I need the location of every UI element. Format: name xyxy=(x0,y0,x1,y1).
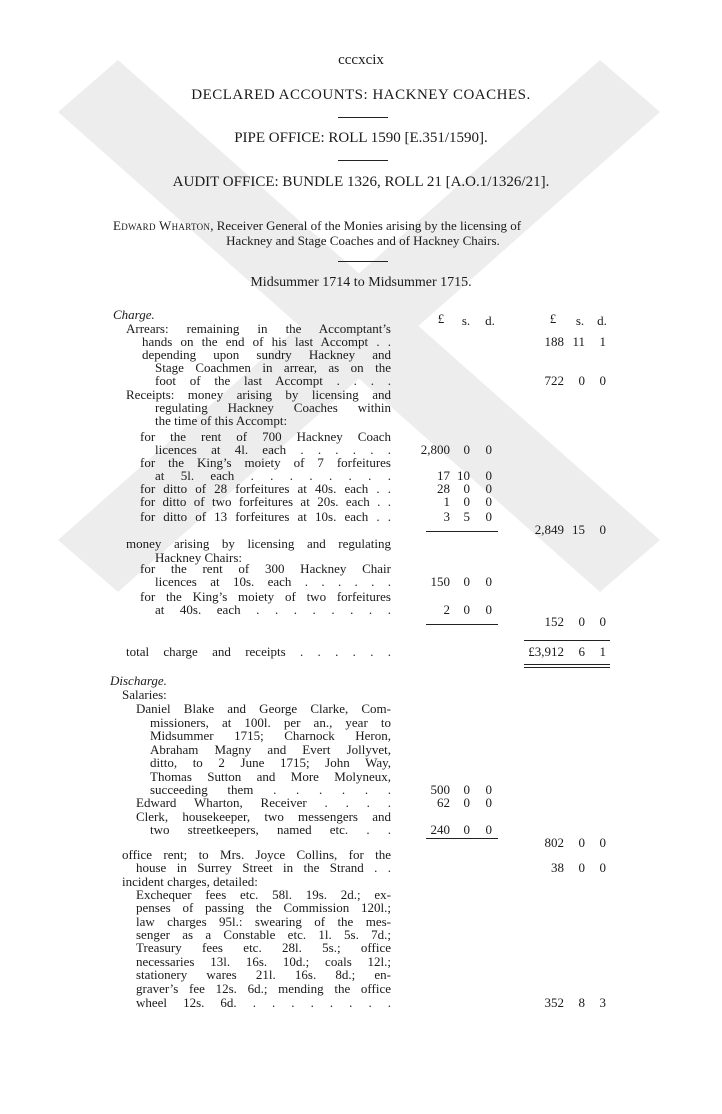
discharge-inner-amount-shillings: 0 xyxy=(463,782,470,797)
charge-line: for ditto of 28 forfeitures at 40s. each . . xyxy=(140,481,391,496)
discharge-inner-amount-shillings: 0 xyxy=(463,795,470,810)
header-pence-inner: d. xyxy=(485,313,495,328)
charge-line: Stage Coachmen in arrear, as on the xyxy=(155,360,391,375)
charge-line: at 40s. each . . . . . . . . xyxy=(155,602,391,617)
header-shilling-inner: s. xyxy=(461,313,471,328)
discharge-inner-amount-pence: 0 xyxy=(485,782,492,797)
charge-line: Hackney Chairs: xyxy=(155,550,243,565)
charge-inner-amount-pounds: 2 xyxy=(443,602,450,617)
intro-rule xyxy=(338,261,388,262)
charge-line: Arrears: remaining in the Accomptant’s xyxy=(126,321,391,336)
charge-line: money arising by licensing and regulating xyxy=(126,536,391,551)
charge-inner-amount-pence: 0 xyxy=(485,468,492,483)
charge-inner-amount-pence: 0 xyxy=(485,442,492,457)
charge-inner-amount-shillings: 0 xyxy=(463,442,470,457)
charge-outer-amount-shillings: 15 xyxy=(572,522,585,537)
discharge-line: two streetkeepers, named etc. . . xyxy=(150,822,391,837)
total-rule-under-1 xyxy=(524,664,610,665)
total-label: total charge and receipts . . . . . . xyxy=(126,644,391,659)
charge-line: for ditto of 13 forfeitures at 10s. each . . xyxy=(140,509,391,524)
charge-inner-amount-pounds: 17 xyxy=(437,468,450,483)
discharge-line: graver’s fee 12s. 6d.; mending the office xyxy=(136,981,391,996)
charge-line: Receipts: money arising by licensing and xyxy=(126,387,391,402)
discharge-line: office rent; to Mrs. Joyce Collins, for the xyxy=(122,847,391,862)
discharge-line: law charges 95l.: swearing of the mes- xyxy=(136,914,391,929)
total-rule-under-2 xyxy=(524,667,610,668)
charge-line: for the King’s moiety of 7 forfeitures xyxy=(140,455,391,470)
discharge-inner-amount-pence: 0 xyxy=(485,822,492,837)
charge-inner-amount-pounds: 28 xyxy=(437,481,450,496)
charge-inner-amount-pence: 0 xyxy=(485,509,492,524)
charge-line: hands on the end of his last Accompt . . xyxy=(142,334,391,349)
charge-line: licences at 10s. each . . . . . . xyxy=(155,574,391,589)
discharge-line: house in Surrey Street in the Strand . . xyxy=(136,860,391,875)
charge-label: Charge. xyxy=(113,307,155,322)
charge-inner-amount-shillings: 5 xyxy=(463,509,470,524)
grand-total-pence: 1 xyxy=(599,644,606,659)
discharge-line: Clerk, housekeeper, two messengers and xyxy=(136,809,391,824)
discharge-line: stationery wares 21l. 16s. 8d.; en- xyxy=(136,967,391,982)
discharge-inner-amount-pounds: 62 xyxy=(437,795,450,810)
discharge-line: senger as a Constable etc. 1l. 5s. 7d.; xyxy=(136,927,391,942)
audit-office-reference: AUDIT OFFICE: BUNDLE 1326, ROLL 21 [A.O.1/1326/21]. xyxy=(172,174,550,190)
subtotal-rule-salaries xyxy=(426,838,498,839)
page-number: cccxcix xyxy=(338,52,384,68)
charge-outer-amount-pounds: 152 xyxy=(544,614,564,629)
charge-outer-amount-pounds: 722 xyxy=(544,373,564,388)
charge-outer-amount-pounds: 2,849 xyxy=(534,522,564,537)
discharge-line: Edward Wharton, Receiver . . . . xyxy=(136,795,391,810)
reference-rule xyxy=(338,160,388,161)
charge-inner-amount-pounds: 3 xyxy=(443,509,450,524)
charge-line: at 5l. each . . . . . . . . xyxy=(155,468,391,483)
charge-line: foot of the last Accompt . . . . xyxy=(155,373,391,388)
charge-inner-amount-shillings: 0 xyxy=(463,602,470,617)
charge-outer-amount-pence: 1 xyxy=(599,334,606,349)
charge-inner-amount-pounds: 150 xyxy=(430,574,450,589)
charge-outer-amount-pounds: 188 xyxy=(544,334,564,349)
charge-outer-amount-shillings: 11 xyxy=(572,334,585,349)
charge-outer-amount-shillings: 0 xyxy=(578,373,585,388)
discharge-line: Salaries: xyxy=(122,687,167,702)
charge-line: for the King’s moiety of two forfeitures xyxy=(140,589,391,604)
charge-outer-amount-pence: 0 xyxy=(599,522,606,537)
pipe-office-reference: PIPE OFFICE: ROLL 1590 [E.351/1590]. xyxy=(234,130,488,146)
charge-line: the time of this Accompt: xyxy=(155,413,288,428)
charge-inner-amount-pounds: 1 xyxy=(443,494,450,509)
discharge-outer-amount-shillings: 8 xyxy=(578,995,585,1010)
charge-inner-amount-shillings: 10 xyxy=(457,468,470,483)
charge-inner-amount-pence: 0 xyxy=(485,494,492,509)
discharge-inner-amount-pounds: 500 xyxy=(430,782,450,797)
charge-inner-amount-shillings: 0 xyxy=(463,494,470,509)
title-rule xyxy=(338,117,388,118)
discharge-label: Discharge. xyxy=(110,673,167,688)
discharge-line: Daniel Blake and George Clarke, Com- xyxy=(136,701,391,716)
discharge-outer-amount-pence: 0 xyxy=(599,860,606,875)
discharge-inner-amount-pounds: 240 xyxy=(430,822,450,837)
charge-line: for the rent of 300 Hackney Chair xyxy=(140,561,391,576)
charge-inner-amount-pence: 0 xyxy=(485,481,492,496)
charge-outer-amount-pence: 0 xyxy=(599,614,606,629)
account-intro xyxy=(113,218,613,248)
discharge-inner-amount-pence: 0 xyxy=(485,795,492,810)
charge-line: regulating Hackney Coaches within xyxy=(155,400,391,415)
charge-line: depending upon sundry Hackney and xyxy=(142,347,391,362)
receiver-name: Edward Wharton xyxy=(113,218,211,233)
discharge-line: Treasury fees etc. 28l. 5s.; office xyxy=(136,940,391,955)
grand-total-pounds: £3,912 xyxy=(528,644,564,659)
discharge-outer-amount-pounds: 802 xyxy=(544,835,564,850)
charge-line: for ditto of two forfeitures at 20s. each . . xyxy=(140,494,391,509)
intro-line-1: , Receiver General of the Monies arising by the licensing of xyxy=(210,218,522,233)
discharge-line: necessaries 13l. 16s. 10d.; coals 12l.; xyxy=(136,954,391,969)
charge-outer-amount-shillings: 0 xyxy=(578,614,585,629)
discharge-inner-amount-shillings: 0 xyxy=(463,822,470,837)
header-pence-outer: d. xyxy=(597,313,607,328)
discharge-outer-amount-pence: 0 xyxy=(599,835,606,850)
discharge-line: incident charges, detailed: xyxy=(122,874,258,889)
charge-line: for the rent of 700 Hackney Coach xyxy=(140,429,391,444)
total-rule-top xyxy=(524,640,610,641)
page-title: DECLARED ACCOUNTS: HACKNEY COACHES. xyxy=(191,87,531,103)
charge-inner-amount-pounds: 2,800 xyxy=(420,442,450,457)
grand-total-shillings: 6 xyxy=(578,644,585,659)
discharge-line: Midsummer 1715; Charnock Heron, xyxy=(150,728,391,743)
intro-line-2: Hackney and Stage Coaches and of Hackney Chairs. xyxy=(226,233,500,248)
subtotal-rule-coaches xyxy=(426,531,498,532)
discharge-line: succeeding them . . . . . . xyxy=(150,782,391,797)
discharge-line: wheel 12s. 6d. . . . . . . . . xyxy=(136,995,391,1010)
header-shilling-outer: s. xyxy=(575,313,585,328)
discharge-line: missioners, at 100l. per an., year to xyxy=(150,715,391,730)
subtotal-rule-chairs xyxy=(426,624,498,625)
charge-inner-amount-pence: 0 xyxy=(485,574,492,589)
header-pound-inner: £ xyxy=(437,311,445,326)
charge-inner-amount-shillings: 0 xyxy=(463,574,470,589)
discharge-line: penses of passing the Commission 120l.; xyxy=(136,900,391,915)
discharge-outer-amount-pounds: 38 xyxy=(551,860,564,875)
header-pound-outer: £ xyxy=(549,311,557,326)
charge-line: licences at 4l. each . . . . . . xyxy=(155,442,391,457)
discharge-line: Thomas Sutton and More Molyneux, xyxy=(150,769,391,784)
charge-inner-amount-shillings: 0 xyxy=(463,481,470,496)
discharge-outer-amount-shillings: 0 xyxy=(578,835,585,850)
charge-inner-amount-pence: 0 xyxy=(485,602,492,617)
charge-outer-amount-pence: 0 xyxy=(599,373,606,388)
discharge-outer-amount-pounds: 352 xyxy=(544,995,564,1010)
discharge-line: ditto, to 2 June 1715; John Way, xyxy=(150,755,391,770)
account-period: Midsummer 1714 to Midsummer 1715. xyxy=(250,275,472,290)
discharge-outer-amount-shillings: 0 xyxy=(578,860,585,875)
discharge-line: Abraham Magny and Evert Jollyvet, xyxy=(150,742,391,757)
discharge-line: Exchequer fees etc. 58l. 19s. 2d.; ex- xyxy=(136,887,391,902)
discharge-outer-amount-pence: 3 xyxy=(599,995,606,1010)
